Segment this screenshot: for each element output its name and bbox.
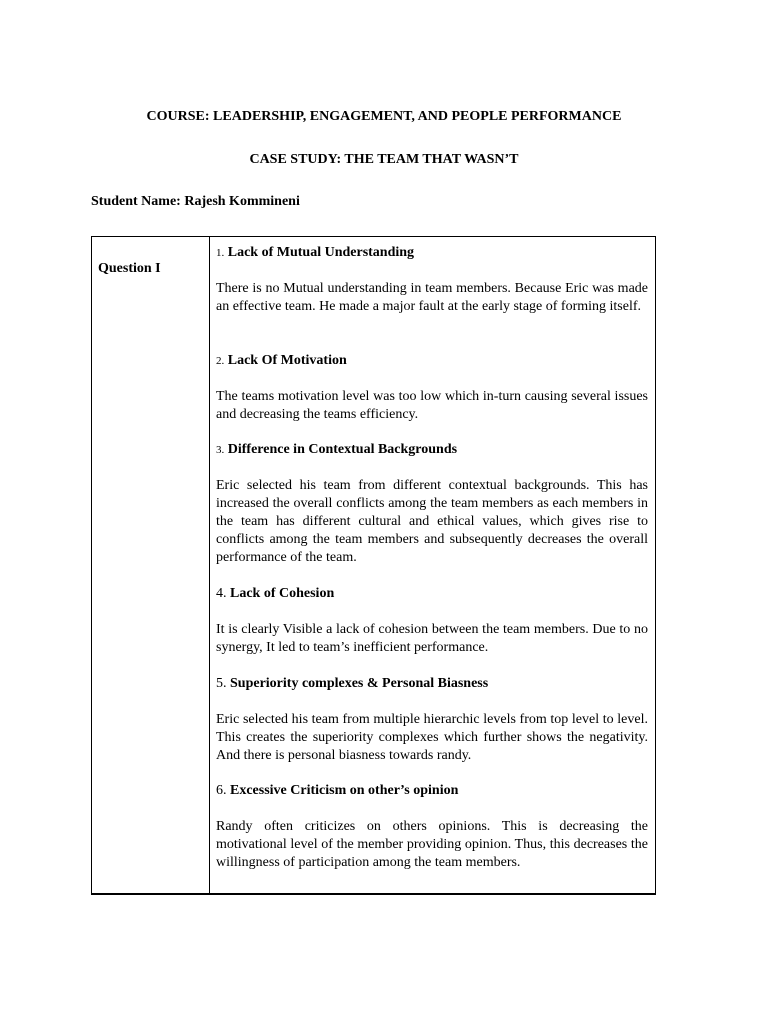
section-heading	[216, 352, 648, 370]
section-contextual-backgrounds	[216, 441, 648, 567]
student-name: Student Name: Rajesh Kommineni	[91, 194, 300, 209]
section-heading	[216, 675, 648, 693]
section-body: Eric selected his team from multiple hierarchic levels from top level to level. This creates the superiority complexes which further shows the negativity. And there is personal biasness towards randy.	[216, 712, 648, 763]
question-cell	[92, 237, 210, 893]
section-motivation	[216, 352, 648, 424]
section-heading	[216, 441, 648, 459]
course-title: COURSE: LEADERSHIP, ENGAGEMENT, AND PEOPLE PERFORMANCE	[146, 109, 622, 124]
section-body: Eric selected his team from different contextual backgrounds. This has increased the overall conflicts among the team members as each members in the team has different cultural and ethical values, which gives rise to conflicts among the team members and subsequently decreases the overall performance of the team.	[216, 478, 648, 565]
case-study-title: CASE STUDY: THE TEAM THAT WASN’T	[249, 152, 519, 167]
section-heading	[216, 244, 648, 262]
section-body: It is clearly Visible a lack of cohesion between the team members. Due to no synergy, It led to team’s inefficient performance.	[216, 622, 648, 655]
section-superiority-complexes	[216, 675, 648, 765]
section-heading	[216, 782, 648, 800]
section-heading-text: Lack Of Motivation	[227, 353, 347, 368]
section-cohesion	[216, 585, 648, 657]
section-heading-text: Lack of Mutual Understanding	[227, 245, 415, 260]
section-number: 6.	[216, 783, 227, 798]
section-body: The teams motivation level was too low which in-turn causing several issues and decreasing the teams efficiency.	[216, 389, 648, 422]
section-number: 2.	[216, 355, 225, 367]
section-body: There is no Mutual understanding in team members. Because Eric was made an effective team. He made a major fault at the early stage of forming itself.	[216, 281, 648, 314]
answer-table	[91, 236, 656, 895]
section-heading	[216, 585, 648, 603]
section-heading-text: Difference in Contextual Backgrounds	[227, 442, 458, 457]
section-number: 4.	[216, 586, 227, 601]
section-heading-text: Superiority complexes & Personal Biasness	[230, 676, 489, 691]
section-number: 5.	[216, 676, 227, 691]
section-heading-text: Lack of Cohesion	[230, 586, 335, 601]
question-label: Question I	[98, 261, 161, 276]
section-mutual-understanding	[216, 244, 648, 316]
section-heading-text: Excessive Criticism on other’s opinion	[230, 783, 459, 798]
section-body: Randy often criticizes on others opinions. This is decreasing the motivational level of the member providing opinion. Thus, this decreases the willingness of participation among the team members.	[216, 819, 648, 870]
section-number: 3.	[216, 444, 225, 456]
section-excessive-criticism	[216, 782, 648, 872]
answer-cell	[210, 237, 655, 893]
section-number: 1.	[216, 247, 225, 259]
